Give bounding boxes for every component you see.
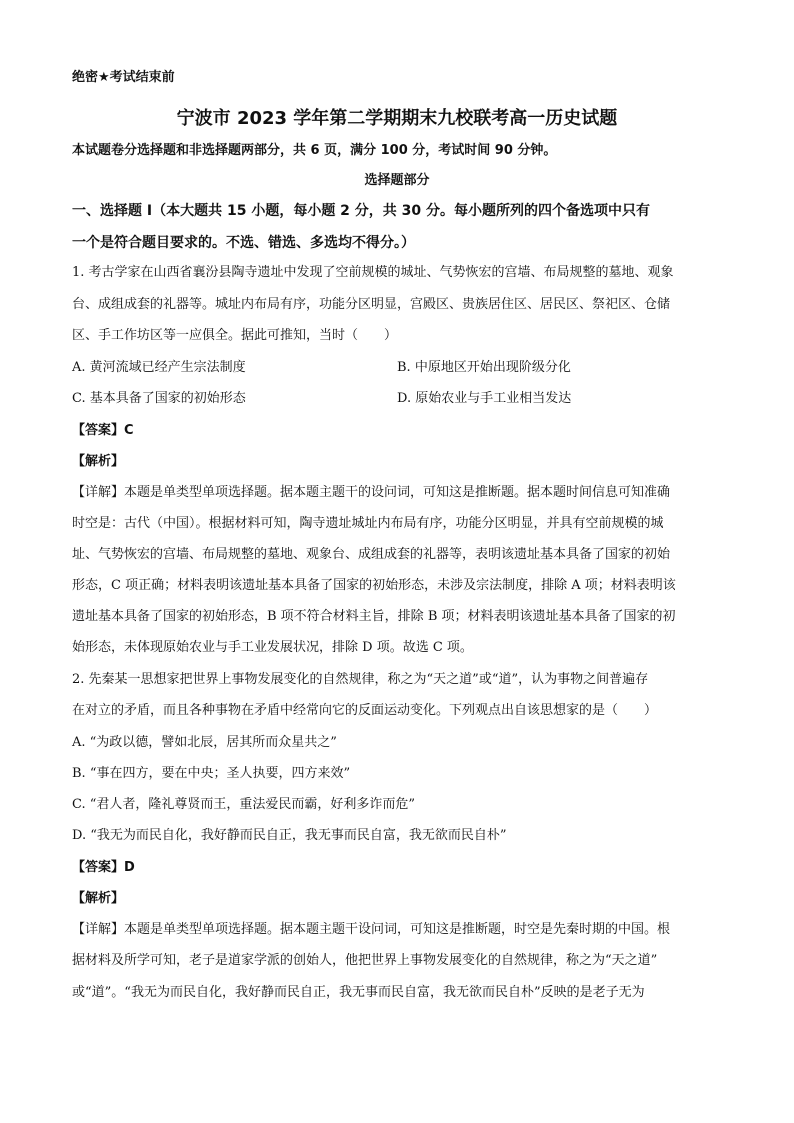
q1-detail-line3: 址、气势恢宏的宫墙、布局规整的墓地、观象台、成组成套的礼器等，表明该遗址基本具备了国家的初始 xyxy=(72,547,671,562)
part-instruction-line2: 一个是符合题目要求的。不选、错选、多选均不得分。） xyxy=(72,235,415,251)
q1-stem-line1: 1. 考古学家在山西省襄汾县陶寺遗址中发现了空前规模的城址、气势恢宏的宫墙、布局规整的墓地、观象 xyxy=(72,265,674,280)
part-instruction-line1: 一、选择题 I（本大题共 15 小题，每小题 2 分，共 30 分。每小题所列的四个备选项中只有 xyxy=(72,203,651,219)
q2-option-b: B. “事在四方，要在中央；圣人执要，四方来效” xyxy=(72,766,351,781)
q2-detail-line1: 【详解】本题是单类型单项选择题。据本题主题干设问词，可知这是推断题，时空是先秦时期的中国。根 xyxy=(72,922,671,937)
q1-option-d: D. 原始农业与手工业相当发达 xyxy=(397,391,572,406)
q1-option-b: B. 中原地区开始出现阶级分化 xyxy=(397,360,571,375)
q1-detail-line4: 形态，C 项正确；材料表明该遗址基本具备了国家的初始形态，未涉及宗法制度，排除 A 项；材料表明该 xyxy=(72,578,676,593)
section-heading: 选择题部分 xyxy=(364,173,430,188)
q1-detail-line1: 【详解】本题是单类型单项选择题。据本题主题干的设问词，可知这是推断题。据本题时间信息可知准确 xyxy=(72,485,671,500)
q2-detail-line3: 或“道”。“我无为而民自化，我好静而民自正，我无事而民自富，我无欲而民自朴”反映的是老子无为 xyxy=(72,985,645,1000)
q2-option-d: D. “我无为而民自化，我好静而民自正，我无事而民自富，我无欲而民自朴” xyxy=(72,828,507,843)
exam-intro: 本试题卷分选择题和非选择题两部分，共 6 页，满分 100 分，考试时间 90 分钟。 xyxy=(72,143,557,158)
q1-detail-line2: 时空是：古代（中国）。根据材料可知，陶寺遗址城址内布局有序，功能分区明显，并具有空前规模的城 xyxy=(72,516,664,531)
q1-analysis-label: 【解析】 xyxy=(72,454,125,469)
q2-detail-line2: 据材料及所学可知，老子是道家学派的创始人，他把世界上事物发展变化的自然规律，称之为“天之道” xyxy=(72,953,658,968)
q2-option-c: C. “君人者，隆礼尊贤而王，重法爱民而霸，好利多诈而危” xyxy=(72,797,416,812)
q2-analysis-label: 【解析】 xyxy=(72,891,125,906)
page-title: 宁波市 2023 学年第二学期期末九校联考高一历史试题 xyxy=(176,108,618,129)
q1-stem-line2: 台、成组成套的礼器等。城址内布局有序，功能分区明显，宫殿区、贵族居住区、居民区、祭祀区、仓储 xyxy=(72,297,671,312)
q1-detail-line5: 遗址基本具备了国家的初始形态，B 项不符合材料主旨，排除 B 项；材料表明该遗址基本具备了国家的初 xyxy=(72,609,676,624)
q1-option-a: A. 黄河流域已经产生宗法制度 xyxy=(72,360,246,375)
q2-option-a: A. “为政以德，譬如北辰，居其所而众星共之” xyxy=(72,735,337,750)
q1-answer: 【答案】C xyxy=(72,423,134,438)
q1-detail-line6: 始形态，未体现原始农业与手工业发展状况，排除 D 项。故选 C 项。 xyxy=(72,640,473,655)
q1-option-c: C. 基本具备了国家的初始形态 xyxy=(72,391,246,406)
q2-stem-line2: 在对立的矛盾，而且各种事物在矛盾中经常向它的反面运动变化。下列观点出自该思想家的是（ ） xyxy=(72,703,658,718)
q2-stem-line1: 2. 先秦某一思想家把世界上事物发展变化的自然规律，称之为“天之道”或“道”，认为事物之间普遍存 xyxy=(72,672,649,687)
q1-stem-line3: 区、手工作坊区等一应俱全。据此可推知，当时（ ） xyxy=(72,328,398,343)
confidential-label: 绝密★考试结束前 xyxy=(72,70,175,85)
q2-answer: 【答案】D xyxy=(72,860,135,875)
